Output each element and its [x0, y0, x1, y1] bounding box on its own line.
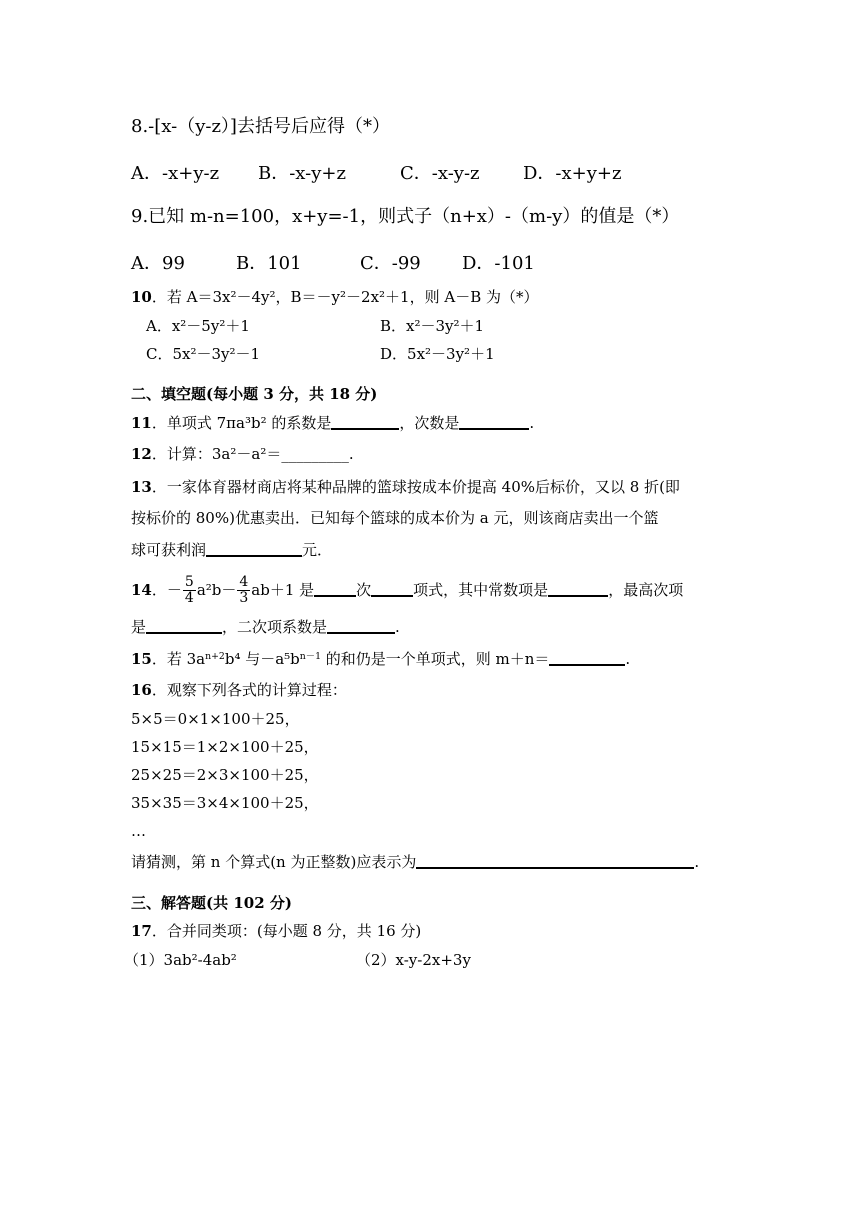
- q16-line: 5×5＝0×1×100＋25，: [131, 710, 300, 728]
- q16-line: …: [131, 822, 146, 840]
- q17-part-2: （2）x-y-2x+3y: [356, 951, 471, 969]
- q14-blank-2[interactable]: [371, 594, 413, 597]
- q16-guess-text: 请猜测，第 n 个算式(n 为正整数)应表示为: [131, 853, 417, 871]
- q13-line-2: 按标价的 80%)优惠卖出．已知每个篮球的成本价为 a 元，则该商店卖出一个篮: [131, 509, 659, 527]
- q16-line: 25×25＝2×3×100＋25，: [131, 766, 319, 784]
- q15-number: 15: [131, 650, 152, 668]
- q13-text-4: 元．: [302, 541, 333, 559]
- q9-option-c: C．-99: [360, 253, 421, 274]
- q15-text-c: 的和仍是一个单项式，则 m＋n＝: [321, 650, 550, 668]
- q14-text-line2-a: 是: [131, 618, 147, 636]
- q13-blank[interactable]: [206, 554, 302, 557]
- section-3-heading: 三、解答题(共 102 分): [131, 894, 292, 912]
- q14-text-mid-2: ab＋1 是: [251, 581, 315, 599]
- q14-text-t1: 次: [356, 581, 372, 599]
- q11: [131, 416, 534, 431]
- q8-stem: 8.-[x-（y-z）]去括号后应得（*）: [131, 116, 390, 137]
- q16-text: ．观察下列各式的计算过程：: [151, 681, 347, 699]
- q10-number: 10: [131, 288, 152, 306]
- q8-option-a: A．-x+y-z: [131, 163, 220, 184]
- q10-stem: [131, 290, 539, 305]
- q11-blank-1[interactable]: [331, 427, 399, 430]
- q14-text-mid-1: a²b－: [196, 581, 237, 599]
- q15-exponent-2: n－1: [299, 650, 321, 662]
- q13-text-3: 球可获利润: [131, 541, 207, 559]
- q14-fraction-1: [183, 575, 196, 605]
- q14-end: .: [395, 618, 400, 636]
- q13-line-1: [131, 480, 680, 495]
- q8-option-c: C．-x-y-z: [400, 163, 480, 184]
- q9-stem: 9.已知 m-n=100，x+y=-1，则式子（n+x）-（m-y）的值是（*）: [131, 206, 680, 227]
- q16-line: 15×15＝1×2×100＋25，: [131, 738, 319, 756]
- q14-blank-1[interactable]: [314, 594, 356, 597]
- q14-blank-3[interactable]: [548, 594, 608, 597]
- q14-blank-4[interactable]: [146, 631, 222, 634]
- q15: [131, 652, 630, 667]
- q14-text-t2: 项式，其中常数项是: [413, 581, 549, 599]
- q12-text: ．计算：3a²－a²＝_________.: [151, 445, 354, 463]
- q14-fraction-2-den: 3: [239, 589, 249, 606]
- q16-end: .: [694, 853, 700, 871]
- q9-option-a: A．99: [131, 253, 185, 274]
- q13-line-3: [131, 543, 332, 558]
- q13-number: 13: [131, 478, 152, 496]
- q17-text: ．合并同类项：(每小题 8 分，共 16 分): [151, 922, 422, 940]
- q15-end: .: [625, 650, 631, 668]
- q15-exponent-1: n+2: [205, 650, 225, 662]
- q11-end: .: [529, 414, 535, 432]
- q14-fraction-2-num: 4: [239, 574, 249, 591]
- q16-number: 16: [131, 681, 152, 699]
- q10-option-b: B．x²－3y²＋1: [380, 317, 485, 335]
- q10-option-a: A．x²－5y²＋1: [146, 317, 250, 335]
- q14-line-1: [131, 570, 683, 610]
- q8-option-d: D．-x+y+z: [523, 163, 622, 184]
- q9-option-b: B．101: [236, 253, 302, 274]
- q14-fraction-1-num: 5: [184, 574, 194, 591]
- q11-number: 11: [131, 414, 152, 432]
- q11-text: ．单项式 7πa³b² 的系数是: [151, 414, 332, 432]
- q14-text-pre: ．－: [151, 581, 182, 599]
- q14-text-t3: ，最高次项: [608, 581, 684, 599]
- q12: [131, 447, 354, 462]
- q11-text-2: ，次数是: [399, 414, 460, 432]
- q17-stem: [131, 924, 421, 939]
- q16-stem: [131, 683, 347, 698]
- q14-fraction-1-den: 4: [184, 589, 194, 606]
- q10-text: ．若 A＝3x²－4y²，B＝－y²－2x²＋1，则 A－B 为（*）: [151, 288, 539, 306]
- q17-number: 17: [131, 922, 152, 940]
- q17-part-1: （1）3ab²-4ab²: [124, 951, 237, 969]
- q8-option-b: B．-x-y+z: [258, 163, 346, 184]
- q16-guess: [131, 855, 699, 870]
- q15-blank[interactable]: [549, 663, 625, 666]
- q14-line-2: [131, 620, 400, 635]
- q9-option-d: D．-101: [462, 253, 535, 274]
- q13-text-1: ．一家体育器材商店将某种品牌的篮球按成本价提高 40%后标价，又以 8 折(即: [151, 478, 680, 496]
- q15-text-a: ．若 3a: [151, 650, 206, 668]
- q10-option-c: C．5x²－3y²－1: [146, 345, 261, 363]
- q14-fraction-2: [237, 575, 250, 605]
- q14-text-line2-b: ，二次项系数是: [222, 618, 328, 636]
- q16-line: 35×35＝3×4×100＋25，: [131, 794, 319, 812]
- section-2-heading: 二、填空题(每小题 3 分，共 18 分): [131, 385, 378, 403]
- q10-option-d: D．5x²－3y²＋1: [380, 345, 495, 363]
- q11-blank-2[interactable]: [459, 427, 529, 430]
- q12-number: 12: [131, 445, 152, 463]
- q15-text-b: b⁴ 与－a⁵b: [224, 650, 300, 668]
- q14-number: 14: [131, 581, 152, 599]
- q14-blank-5[interactable]: [327, 631, 395, 634]
- q16-blank[interactable]: [416, 866, 694, 869]
